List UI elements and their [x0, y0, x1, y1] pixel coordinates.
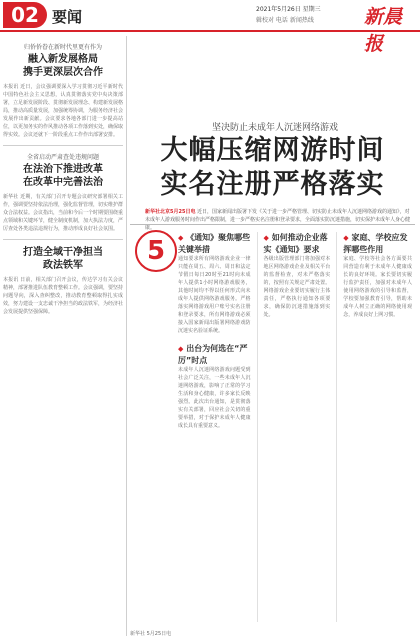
masthead-rule	[0, 30, 420, 32]
column-rule	[126, 36, 127, 636]
contact-line: 辑校对 电话 新闻热线	[256, 17, 314, 24]
column-rule	[336, 232, 337, 622]
intro-tag: 新华社北京5月25日电	[145, 209, 196, 215]
section-heading-text: 出台为何选在“严厉”时点	[178, 344, 248, 365]
article-subtitle: 全省启动严肃查处违规问题	[26, 154, 99, 161]
section-body: 家庭、学校等社会各方面要共同营造有利于未成年人健康成长的良好环境。家长要切实履行监护责任，加强对未成年人使用网络游戏的引导和监督，学校要加强教育引导，帮助未成年人树立正确的网络使用观念，养成良好上网习惯。	[343, 256, 412, 318]
bullet-icon: ◆	[263, 234, 269, 242]
page-number: 02	[3, 2, 47, 28]
article-title[interactable]: 携手更深层次合作	[23, 67, 103, 78]
article-body: 本报讯 日前，相关部门召开会议，传达学习有关会议精神，部署推进队伍教育整顿工作。会议强调，要坚持问题导向，深入查纠整改，推动教育整顿取得扎实成效，努力建设一支忠诚干净担当的政法铁军，为经济社会发展提供坚强保障。	[3, 277, 124, 315]
section-heading-text: 家庭、学校应发挥哪些作用	[343, 233, 408, 254]
section-heading	[264, 232, 331, 255]
footer-note: 新华社 5月25日电	[130, 631, 172, 637]
hero-title[interactable]	[130, 134, 415, 202]
intro-text: 近日，国家新闻出版署下发《关于进一步严格管理、切实防止未成年人沉迷网络游戏的通知》，对未成年人游戏服务时间作出严格限制，进一步严格实名注册和登录要求，全面落实防沉迷措施，切实保护未成年人身心健康。	[145, 209, 411, 231]
article-body: 新华社 近期，有关部门召开专题会议研究部署相关工作，强调要坚持依法治理，强化监督管理，切实维护群众合法权益。会议指出，当前和今后一个时期要围绕重点领域和关键环节，健全制度机制，加大执法力度，严厉查处各类违法违规行为，推动形成良好社会氛围。	[3, 194, 124, 232]
article-title[interactable]: 在改革中完善法治	[23, 177, 103, 188]
hero-subtitle: 坚决防止未成年人沉迷网络游戏	[211, 123, 338, 133]
left-article-2	[3, 152, 123, 233]
bullet-icon: ◆	[343, 234, 349, 242]
hero-title-line: 大幅压缩网游时间	[160, 135, 385, 166]
section-heading-text: 《通知》聚焦哪些关键举措	[178, 233, 251, 254]
column-rule	[257, 232, 258, 622]
left-article-3	[3, 246, 123, 316]
divider	[3, 145, 123, 146]
left-article-1	[3, 42, 123, 139]
article-subtitle: 归侨侨眷在新时代里更有作为	[23, 44, 102, 51]
bullet-icon: ◆	[178, 234, 184, 242]
hero-title-line: 实名注册严格落实	[160, 169, 385, 200]
section-heading	[343, 232, 412, 255]
article-title[interactable]: 在法治下推进改革	[23, 164, 103, 175]
section-body: 通知要求所有网络游戏企业一律只能在周五、周六、周日和法定节假日每日20时至21时向未成年人提供1小时网络游戏服务，其他时间均不得以任何形式向未成年人提供网络游戏服务。严格落实网络游戏用户账号实名注册和登录要求，所有网络游戏必须接入国家新闻出版署网络游戏防沉迷实名验证系统。	[178, 256, 251, 334]
left-column	[3, 36, 123, 636]
section-body: 各级出版管理部门将加强对本地区网络游戏企业及相关平台的监督检查，对未严格落实的，按照有关规定严肃处置。网络游戏企业要切实履行主体责任，严格执行通知各项要求，确保防沉迷措施落到实处。	[263, 256, 331, 318]
body-columns	[178, 232, 412, 622]
section-heading-text: 如何推动企业落实《通知》要求	[263, 233, 328, 254]
section-body: 未成年人沉迷网络游戏问题受到社会广泛关注，一些未成年人沉迷网络游戏，影响了正常的学习生活和身心健康，许多家长反映强烈。此次出台通知，是贯彻落实有关部署，回应社会关切的重要举措，对于保护未成年人健康成长具有重要意义。	[178, 367, 251, 429]
section-heading	[178, 232, 251, 255]
divider	[130, 224, 415, 225]
date-line: 2021年5月26日 星期三	[256, 6, 321, 13]
divider	[3, 239, 123, 240]
question-mark-icon: 5	[135, 230, 177, 272]
body-column-3	[343, 232, 412, 622]
body-column-2	[264, 232, 331, 622]
bullet-icon: ◆	[178, 345, 184, 353]
section-heading	[178, 343, 251, 366]
brand-logo: 新晨报	[364, 6, 403, 55]
article-body: 本报讯 近日，会议强调要深入学习贯彻习近平新时代中国特色社会主义思想，认真贯彻落实党中央决策部署，立足新发展阶段、贯彻新发展理念、构建新发展格局，推动高质量发展，加强统筹协调，为服务经济社会发展作出新贡献。会议要求各地各部门进一步提高站位，以更加务实的作风推动各项工作落到实处，确保取得实效。会议还就下一阶段重点工作作出部署安排。	[3, 84, 124, 138]
section-name: 要闻	[52, 8, 83, 26]
article-title[interactable]: 政法铁军	[43, 260, 83, 271]
body-column-1	[178, 232, 251, 622]
article-title[interactable]: 融入新发展格局	[28, 54, 98, 65]
article-title[interactable]: 打造全域干净担当	[23, 247, 103, 258]
hero-intro	[145, 208, 410, 232]
